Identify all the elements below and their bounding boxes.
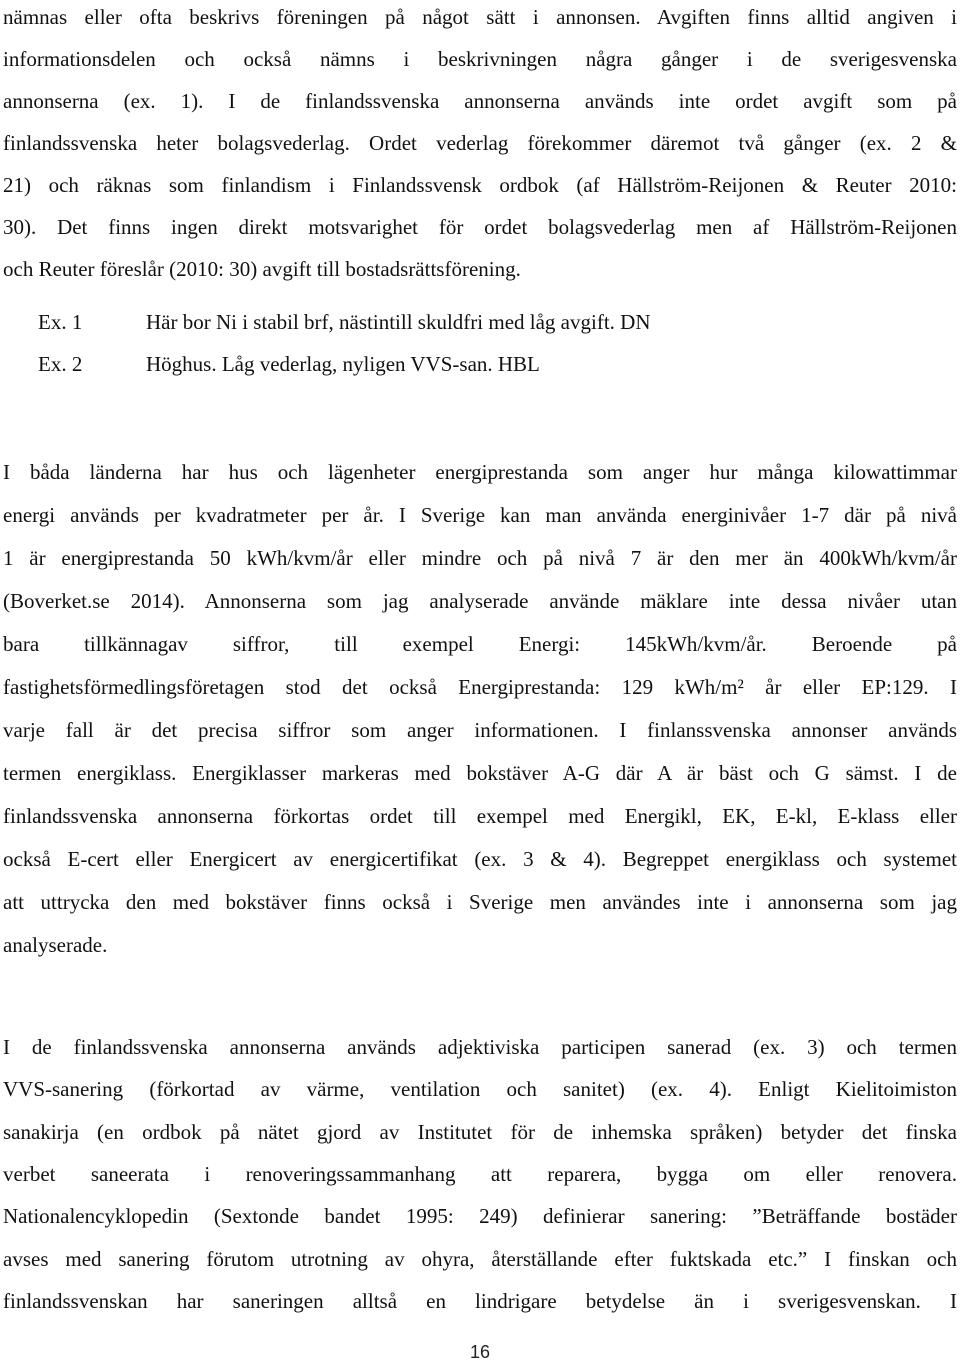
- example-text: Här bor Ni i stabil brf, nästintill skuldfri med låg avgift. DN: [146, 310, 651, 334]
- paragraph-3-line: sanakirja (en ordbok på nätet gjord av Institutet för de inhemska språken) betyder det finska: [3, 1120, 957, 1144]
- paragraph-2-line: (Boverket.se 2014). Annonserna som jag analyserade använde mäklare inte dessa nivåer utan: [3, 589, 957, 613]
- paragraph-2-line: analyserade.: [3, 933, 108, 957]
- paragraph-3-line: VVS-sanering (förkortad av värme, ventilation och sanitet) (ex. 4). Enligt Kielitoimiston: [3, 1077, 957, 1101]
- paragraph-2-line: att uttrycka den med bokstäver finns också i Sverige men användes inte i annonserna som jag: [3, 890, 957, 914]
- paragraph-1-line: annonserna (ex. 1). I de finlandssvenska annonserna används inte ordet avgift som på: [3, 89, 957, 113]
- paragraph-3-line: Nationalencyklopedin (Sextonde bandet 1995: 249) definierar sanering: ”Beträffande bostäder: [3, 1204, 957, 1228]
- example-label: Ex. 1: [38, 310, 83, 334]
- paragraph-2-line: fastighetsförmedlingsföretagen stod det också Energiprestanda: 129 kWh/m² år eller EP:129. I: [3, 675, 957, 699]
- paragraph-2-line: varje fall är det precisa siffror som anger informationen. I finlanssvenska annonser används: [3, 718, 957, 742]
- paragraph-2-line: också E-cert eller Energicert av energicertifikat (ex. 3 & 4). Begreppet energiklass och systemet: [3, 847, 957, 871]
- paragraph-1-line: 30). Det finns ingen direkt motsvarighet för ordet bolagsvederlag men af Hällström-Reijonen: [3, 215, 957, 239]
- paragraph-1-line: nämnas eller ofta beskrivs föreningen på något sätt i annonsen. Avgiften finns alltid angiven i: [3, 5, 957, 29]
- example-row: [38, 305, 938, 339]
- paragraph-2-line: I båda länderna har hus och lägenheter energiprestanda som anger hur många kilowattimmar: [3, 460, 957, 484]
- paragraph-2-line: termen energiklass. Energiklasser markeras med bokstäver A-G där A är bäst och G sämst. I de: [3, 761, 957, 785]
- paragraph-1-line: 21) och räknas som finlandism i Finlandssvensk ordbok (af Hällström-Reijonen & Reuter 2010:: [3, 173, 957, 197]
- example-row: [38, 347, 938, 381]
- paragraph-3-line: verbet saneerata i renoveringssammanhang att reparera, bygga om eller renovera.: [3, 1162, 957, 1186]
- example-label: Ex. 2: [38, 352, 83, 376]
- paragraph-1-line: och Reuter föreslår (2010: 30) avgift till bostadsrättsförening.: [3, 257, 521, 281]
- page-number: 16: [469, 1342, 491, 1362]
- paragraph-3-line: I de finlandssvenska annonserna används adjektiviska participen sanerad (ex. 3) och termen: [3, 1035, 957, 1059]
- paragraph-1-line: finlandssvenska heter bolagsvederlag. Ordet vederlag förekommer däremot två gånger (ex. 2 &: [3, 131, 957, 155]
- paragraph-2-line: 1 är energiprestanda 50 kWh/kvm/år eller mindre och på nivå 7 är den mer än 400kWh/kvm/år: [3, 546, 957, 570]
- paragraph-1-line: informationsdelen och också nämns i beskrivningen några gånger i de sverigesvenska: [3, 47, 957, 71]
- paragraph-2-line: energi används per kvadratmeter per år. I Sverige kan man använda energinivåer 1-7 där på nivå: [3, 503, 957, 527]
- paragraph-3-line: finlandssvenskan har saneringen alltså en lindrigare betydelse än i sverigesvenskan. I: [3, 1289, 957, 1313]
- example-text: Höghus. Låg vederlag, nyligen VVS-san. HBL: [146, 352, 540, 376]
- paragraph-2-line: finlandssvenska annonserna förkortas ordet till exempel med Energikl, EK, E-kl, E-klass eller: [3, 804, 957, 828]
- paragraph-2-line: bara tillkännagav siffror, till exempel Energi: 145kWh/kvm/år. Beroende på: [3, 632, 957, 656]
- paragraph-3-line: avses med sanering förutom utrotning av ohyra, återställande efter fuktskada etc.” I finskan och: [3, 1247, 957, 1271]
